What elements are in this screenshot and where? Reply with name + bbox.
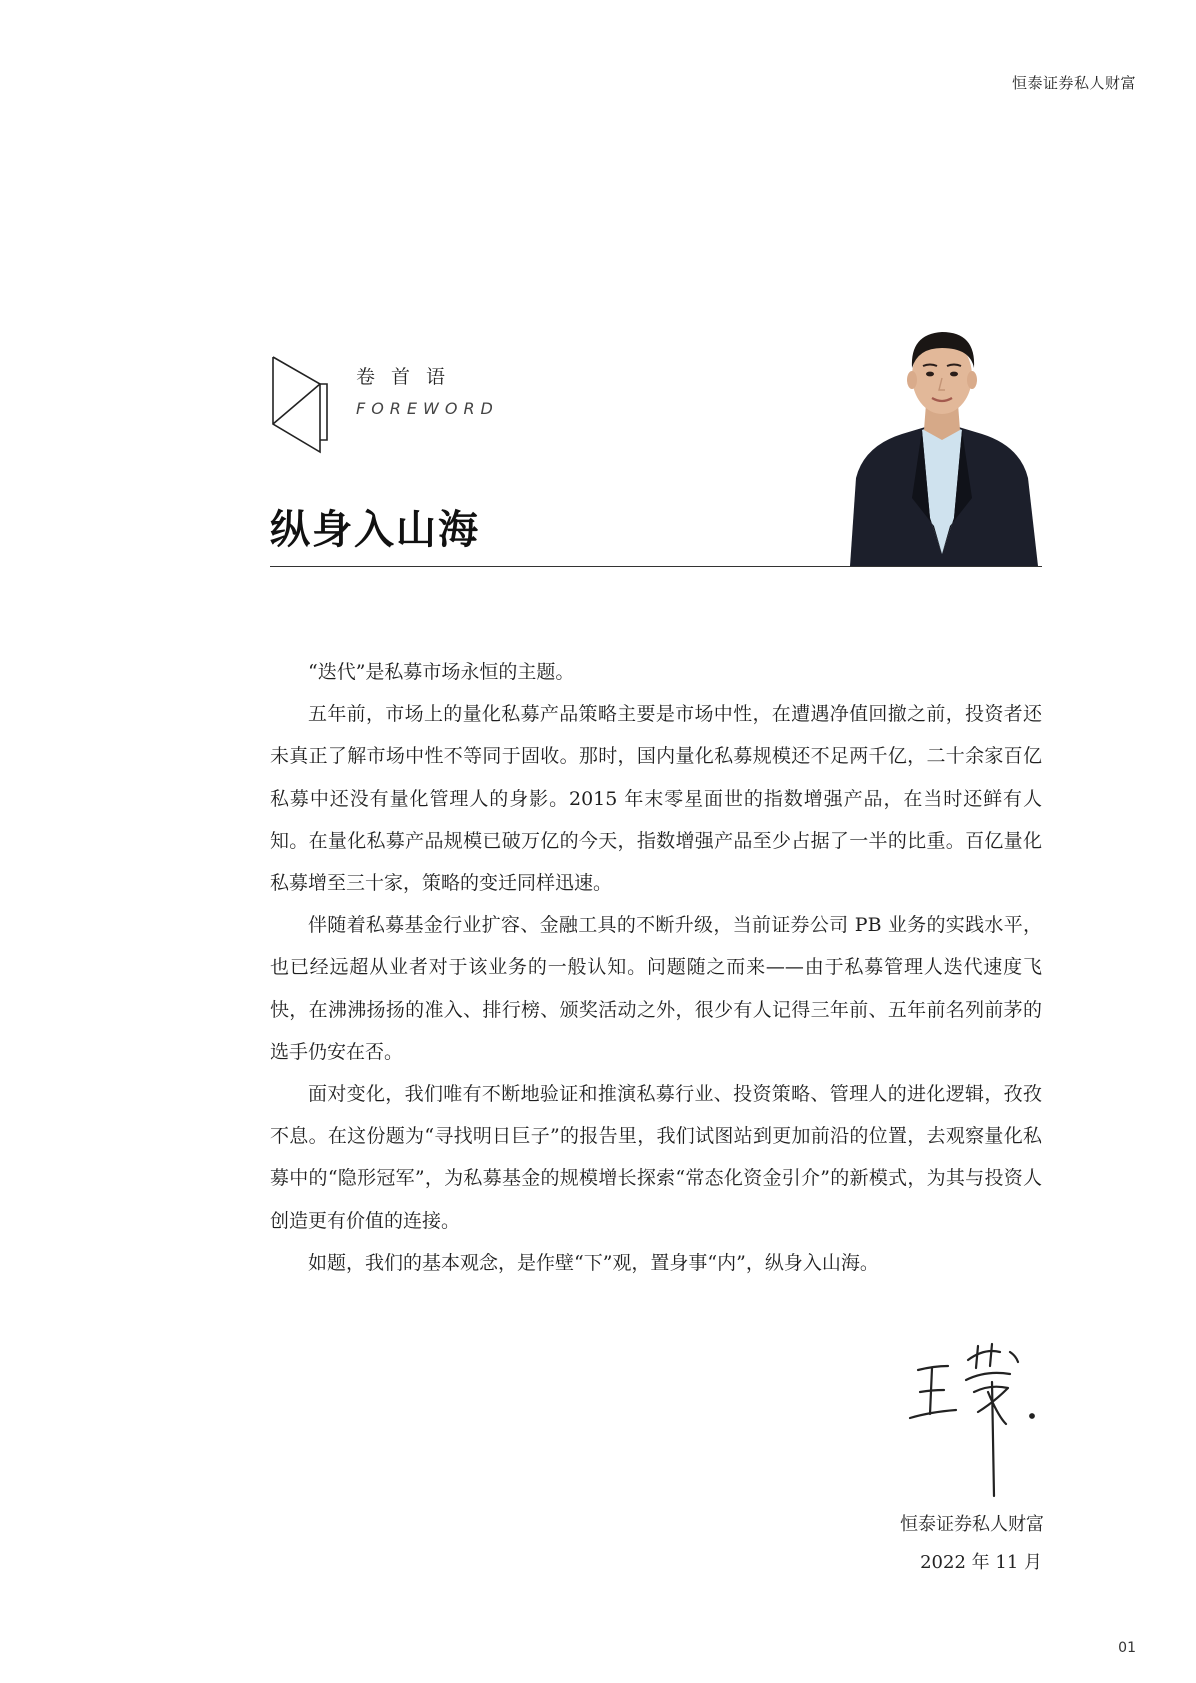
- running-header-publisher: 恒泰证券私人财富: [1011, 74, 1136, 92]
- signature-organization: 恒泰证券私人财富: [900, 1514, 1044, 1535]
- foreword-body: [270, 651, 1042, 1284]
- paragraph-2: 五年前，市场上的量化私募产品策略主要是市场中性，在遭遇净值回撤之前，投资者还未真正了解市场中性不等同于固收。那时，国内量化私募规模还不足两千亿，二十余家百亿私募中还没有量化管理人的身影。2015 年末零星面世的指数增强产品，在当时还鲜有人知。在量化私募产品规模已破万亿的今天，指数增强产品至少占据了一半的比重。百亿量化私募增至三十家，策略的变迁同样迅速。: [270, 703, 1042, 895]
- page-number: 01: [1118, 1640, 1136, 1656]
- signature-date: 2022 年 11 月: [920, 1552, 1042, 1573]
- handwritten-signature-icon: [898, 1322, 1048, 1498]
- author-portrait-icon: [842, 318, 1042, 566]
- paragraph-5: 如题，我们的基本观念，是作壁“下”观，置身事“内”，纵身入山海。: [308, 1251, 879, 1274]
- paragraph-1: “迭代”是私募市场永恒的主题。: [308, 661, 575, 683]
- title-divider: [270, 566, 1042, 567]
- section-label-en: FOREWORD: [356, 399, 499, 418]
- open-book-outline-icon: [272, 356, 328, 454]
- paragraph-4: 面对变化，我们唯有不断地验证和推演私募行业、投资策略、管理人的进化逻辑，孜孜不息。在这份题为“寻找明日巨子”的报告里，我们试图站到更加前沿的位置，去观察量化私募中的“隐形冠军”，为私募基金的规模增长探索“常态化资金引介”的新模式，为其与投资人创造更有价值的连接。: [270, 1083, 1042, 1232]
- page-title: 纵身入山海: [270, 506, 480, 553]
- paragraph-3: 伴随着私募基金行业扩容、金融工具的不断升级，当前证券公司 PB 业务的实践水平，也已经远超从业者对于该业务的一般认知。问题随之而来——由于私募管理人迭代速度飞快，在沸沸扬扬的准入、排行榜、颁奖活动之外，很少有人记得三年前、五年前名列前茅的选手仍安在否。: [270, 914, 1042, 1063]
- section-label-cn: 卷首语: [356, 366, 462, 388]
